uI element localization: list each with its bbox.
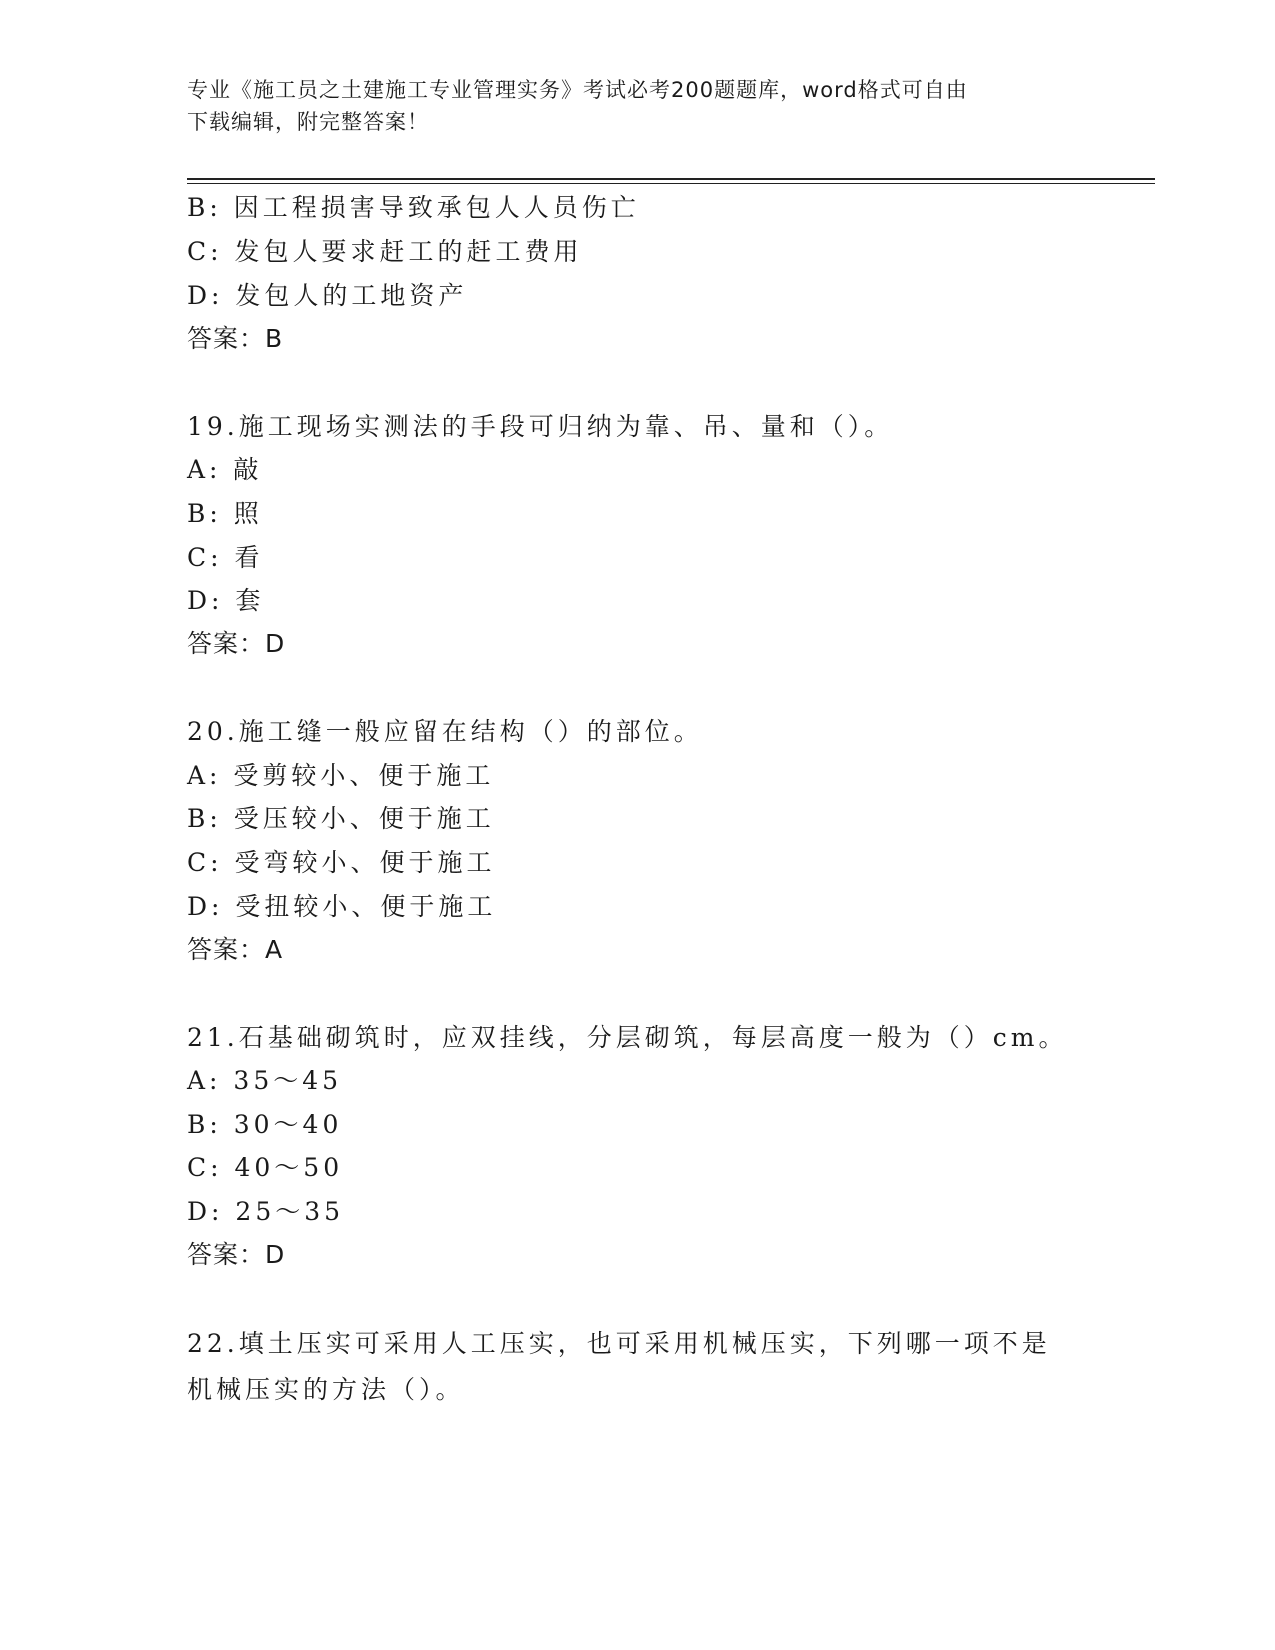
q19-answer: 答案：D	[187, 629, 286, 658]
q21-question: 21.石基础砌筑时，应双挂线，分层砌筑，每层高度一般为（）cm。	[187, 1023, 1068, 1052]
header-divider-thick	[187, 178, 1155, 180]
q20-option-d: D: 受扭较小、便于施工	[187, 892, 497, 921]
q20-option-a: A: 受剪较小、便于施工	[187, 761, 495, 790]
document-header	[187, 74, 1067, 138]
q20-answer: 答案：A	[187, 935, 284, 964]
q19-option-d: D: 套	[187, 586, 265, 615]
q20-question: 20.施工缝一般应留在结构（）的部位。	[187, 717, 703, 746]
header-line-1: 专业《施工员之土建施工专业管理实务》考试必考200题题库，word格式可自由	[187, 78, 968, 102]
q21-option-c: C: 40～50	[187, 1153, 344, 1182]
q18-option-d: D: 发包人的工地资产	[187, 281, 468, 310]
q19-option-c: C: 看	[187, 543, 264, 572]
q21-option-a: A: 35～45	[187, 1066, 343, 1095]
q19-option-b: B: 照	[187, 499, 263, 528]
q18-option-b: B: 因工程损害导致承包人人员伤亡	[187, 193, 640, 222]
q20-option-b: B: 受压较小、便于施工	[187, 804, 495, 833]
q20-option-c: C: 受弯较小、便于施工	[187, 848, 496, 877]
header-divider-thin	[187, 183, 1155, 184]
q18-answer: 答案：B	[187, 324, 284, 353]
q18-option-c: C: 发包人要求赶工的赶工费用	[187, 237, 583, 266]
q21-option-b: B: 30～40	[187, 1110, 343, 1139]
q22-question: 22.填土压实可采用人工压实，也可采用机械压实，下列哪一项不是机械压实的方法（）。	[187, 1329, 1051, 1404]
q21-option-d: D: 25～35	[187, 1197, 345, 1226]
q19-question: 19.施工现场实测法的手段可归纳为靠、吊、量和（）。	[187, 412, 894, 441]
q19-option-a: A: 敲	[187, 455, 263, 484]
header-line-2: 下载编辑，附完整答案！	[187, 110, 429, 134]
q21-answer: 答案：D	[187, 1240, 286, 1269]
